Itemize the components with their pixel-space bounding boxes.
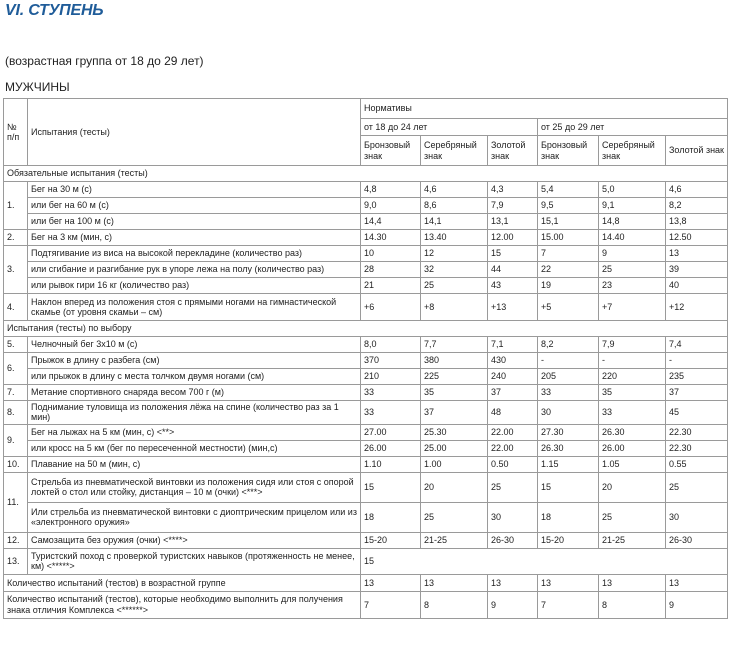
norm-value: 13,1 <box>488 214 538 230</box>
norm-value: +5 <box>538 294 599 321</box>
summary-value: 8 <box>421 591 488 618</box>
row-number: 8. <box>4 401 28 425</box>
norm-value: 25 <box>421 278 488 294</box>
norm-value: 15,1 <box>538 214 599 230</box>
norm-value: 26.30 <box>599 424 666 440</box>
norm-value: 33 <box>361 401 421 425</box>
table-row <box>4 262 728 278</box>
test-name: Бег на 3 км (мин, с) <box>28 230 361 246</box>
section-required-label: Обязательные испытания (тесты) <box>4 166 728 182</box>
norm-value: 26.00 <box>599 440 666 456</box>
table-row <box>4 230 728 246</box>
page-title: VI. СТУПЕНЬ <box>5 2 104 19</box>
norm-value: 19 <box>538 278 599 294</box>
norm-value: 0.55 <box>666 456 728 472</box>
table-row <box>4 502 728 532</box>
section-optional-label: Испытания (тесты) по выбору <box>4 321 728 337</box>
norm-value: 22.30 <box>666 424 728 440</box>
row-number: 3. <box>4 246 28 294</box>
norm-value: 35 <box>599 385 666 401</box>
norm-value: 9,1 <box>599 198 666 214</box>
test-name: Самозащита без оружия (очки) <****> <box>28 532 361 548</box>
table-row <box>4 548 728 574</box>
norm-value: 9,5 <box>538 198 599 214</box>
row-number: 2. <box>4 230 28 246</box>
norm-value: 33 <box>599 401 666 425</box>
norm-value: +7 <box>599 294 666 321</box>
norm-value: 26-30 <box>666 532 728 548</box>
norm-value: 7,9 <box>599 337 666 353</box>
table-row <box>4 182 728 198</box>
norm-value: 39 <box>666 262 728 278</box>
test-name: Туристский поход с проверкой туристских навыков (протяженность не менее, км) <*****> <box>28 548 361 574</box>
test-name: или бег на 60 м (с) <box>28 198 361 214</box>
norm-value: 37 <box>666 385 728 401</box>
table-row <box>4 278 728 294</box>
row-number: 13. <box>4 548 28 574</box>
norm-value: 240 <box>488 369 538 385</box>
test-name: Метание спортивного снаряда весом 700 г (м) <box>28 385 361 401</box>
test-name: Бег на лыжах на 5 км (мин, с) <**> <box>28 424 361 440</box>
norm-value: 14,1 <box>421 214 488 230</box>
norm-value: 25.30 <box>421 424 488 440</box>
norm-value: 22 <box>538 262 599 278</box>
norm-value: 25 <box>421 502 488 532</box>
norms-table <box>3 98 728 619</box>
table-row <box>4 353 728 369</box>
norm-value: 15 <box>488 246 538 262</box>
row-number: 7. <box>4 385 28 401</box>
header-badge: Бронзовый знак <box>538 136 599 166</box>
norm-value: 1.15 <box>538 456 599 472</box>
norm-value: 15 <box>361 472 421 502</box>
norm-value: 37 <box>421 401 488 425</box>
norm-value: 22.00 <box>488 440 538 456</box>
gender-label: МУЖЧИНЫ <box>5 80 70 94</box>
norm-value: 7,7 <box>421 337 488 353</box>
norm-value: 370 <box>361 353 421 369</box>
norm-value: 12.50 <box>666 230 728 246</box>
header-number: № п/п <box>4 99 28 166</box>
norm-value: 430 <box>488 353 538 369</box>
test-name: Подтягивание из виса на высокой перекладине (количество раз) <box>28 246 361 262</box>
table-row <box>4 532 728 548</box>
test-name: или бег на 100 м (с) <box>28 214 361 230</box>
row-number: 12. <box>4 532 28 548</box>
section-optional <box>4 321 728 337</box>
norm-value: 1.10 <box>361 456 421 472</box>
norm-value: - <box>538 353 599 369</box>
norm-value: 13,8 <box>666 214 728 230</box>
norm-value: 8,2 <box>538 337 599 353</box>
header-badge: Бронзовый знак <box>361 136 421 166</box>
table-row <box>4 385 728 401</box>
norm-value: 26.00 <box>361 440 421 456</box>
norm-value: 25.00 <box>421 440 488 456</box>
test-name: или сгибание и разгибание рук в упоре лежа на полу (количество раз) <box>28 262 361 278</box>
norm-value: 0.50 <box>488 456 538 472</box>
norm-value: 205 <box>538 369 599 385</box>
header-badge: Золотой знак <box>488 136 538 166</box>
test-name: Или стрельба из пневматической винтовки с диоптрическим прицелом или из «электронного оружия» <box>28 502 361 532</box>
norm-value: 14.40 <box>599 230 666 246</box>
norm-value: 9 <box>599 246 666 262</box>
norm-value: 210 <box>361 369 421 385</box>
summary-value: 7 <box>538 591 599 618</box>
norm-value: 43 <box>488 278 538 294</box>
norm-value: 4,6 <box>421 182 488 198</box>
norm-value: 14.30 <box>361 230 421 246</box>
norm-value: 7 <box>538 246 599 262</box>
norm-value: 23 <box>599 278 666 294</box>
test-name: или рывок гири 16 кг (количество раз) <box>28 278 361 294</box>
norm-value: 21-25 <box>599 532 666 548</box>
row-number: 4. <box>4 294 28 321</box>
row-number: 10. <box>4 456 28 472</box>
norm-value: 30 <box>666 502 728 532</box>
norm-value: +6 <box>361 294 421 321</box>
table-row <box>4 424 728 440</box>
norm-value: 9,0 <box>361 198 421 214</box>
summary-value: 8 <box>599 591 666 618</box>
row-number: 5. <box>4 337 28 353</box>
header-tests: Испытания (тесты) <box>28 99 361 166</box>
norm-value: 15-20 <box>361 532 421 548</box>
norm-value: +8 <box>421 294 488 321</box>
table-row <box>4 369 728 385</box>
norm-value: 25 <box>488 472 538 502</box>
header-badge: Серебряный знак <box>599 136 666 166</box>
row-number: 1. <box>4 182 28 230</box>
norm-value: 25 <box>599 262 666 278</box>
norm-value: 7,9 <box>488 198 538 214</box>
norm-value: 20 <box>599 472 666 502</box>
norm-value: 48 <box>488 401 538 425</box>
norms-table-body <box>4 99 728 619</box>
norm-value: 15-20 <box>538 532 599 548</box>
norm-value: 15 <box>538 472 599 502</box>
test-name: Челночный бег 3х10 м (с) <box>28 337 361 353</box>
norm-value: 27.30 <box>538 424 599 440</box>
norm-value: 14,4 <box>361 214 421 230</box>
summary-value: 13 <box>599 574 666 591</box>
table-row <box>4 440 728 456</box>
test-name: Стрельба из пневматической винтовки из положения сидя или стоя с опорой локтей о стол или стойку, дистанция – 10 м (очки) <***> <box>28 472 361 502</box>
norm-value: 26.30 <box>538 440 599 456</box>
norm-value: 14,8 <box>599 214 666 230</box>
norm-value: 220 <box>599 369 666 385</box>
summary-row <box>4 574 728 591</box>
table-row <box>4 214 728 230</box>
row-number: 11. <box>4 472 28 532</box>
norm-value: 18 <box>538 502 599 532</box>
norm-value: - <box>599 353 666 369</box>
table-row <box>4 337 728 353</box>
norm-value: 380 <box>421 353 488 369</box>
summary-value: 13 <box>538 574 599 591</box>
norm-value: 8,0 <box>361 337 421 353</box>
norm-value: 21-25 <box>421 532 488 548</box>
norm-value: 4,8 <box>361 182 421 198</box>
norm-value: 22.00 <box>488 424 538 440</box>
summary-value: 13 <box>361 574 421 591</box>
norm-value: 27.00 <box>361 424 421 440</box>
summary-row <box>4 591 728 618</box>
norm-value: +12 <box>666 294 728 321</box>
norm-value: 15 <box>361 548 728 574</box>
test-name: или кросс на 5 км (бег по пересеченной местности) (мин,с) <box>28 440 361 456</box>
norm-value: 35 <box>421 385 488 401</box>
test-name: Бег на 30 м (с) <box>28 182 361 198</box>
norm-value: 22.30 <box>666 440 728 456</box>
norm-value: 7,4 <box>666 337 728 353</box>
norm-value: 30 <box>538 401 599 425</box>
norm-value: 44 <box>488 262 538 278</box>
norm-value: 13 <box>666 246 728 262</box>
norm-value: 25 <box>666 472 728 502</box>
test-name: или прыжок в длину с места толчком двумя ногами (см) <box>28 369 361 385</box>
norm-value: 12 <box>421 246 488 262</box>
norm-value: 235 <box>666 369 728 385</box>
table-row <box>4 198 728 214</box>
header-norms: Нормативы <box>361 99 728 119</box>
summary-value: 13 <box>666 574 728 591</box>
norm-value: 5,4 <box>538 182 599 198</box>
norm-value: - <box>666 353 728 369</box>
table-row <box>4 472 728 502</box>
table-row <box>4 294 728 321</box>
summary-value: 9 <box>488 591 538 618</box>
norm-value: 33 <box>361 385 421 401</box>
norm-value: 33 <box>538 385 599 401</box>
summary-value: 9 <box>666 591 728 618</box>
norm-value: 13.40 <box>421 230 488 246</box>
norm-value: 1.00 <box>421 456 488 472</box>
norm-value: 4,6 <box>666 182 728 198</box>
norm-value: 28 <box>361 262 421 278</box>
norm-value: 40 <box>666 278 728 294</box>
section-required <box>4 166 728 182</box>
norm-value: +13 <box>488 294 538 321</box>
norm-value: 32 <box>421 262 488 278</box>
test-name: Прыжок в длину с разбега (см) <box>28 353 361 369</box>
norm-value: 12.00 <box>488 230 538 246</box>
table-row <box>4 246 728 262</box>
norm-value: 10 <box>361 246 421 262</box>
row-number: 9. <box>4 424 28 456</box>
norm-value: 37 <box>488 385 538 401</box>
norm-value: 8,2 <box>666 198 728 214</box>
norm-value: 5,0 <box>599 182 666 198</box>
header-badge: Серебряный знак <box>421 136 488 166</box>
norm-value: 26-30 <box>488 532 538 548</box>
norm-value: 8,6 <box>421 198 488 214</box>
norm-value: 25 <box>599 502 666 532</box>
age-group-subtitle: (возрастная группа от 18 до 29 лет) <box>5 54 204 68</box>
norm-value: 21 <box>361 278 421 294</box>
test-name: Наклон вперед из положения стоя с прямыми ногами на гимнастической скамье (от уровня скамьи – см) <box>28 294 361 321</box>
summary-value: 7 <box>361 591 421 618</box>
norm-value: 45 <box>666 401 728 425</box>
summary-value: 13 <box>421 574 488 591</box>
summary-label: Количество испытаний (тестов) в возрастной группе <box>4 574 361 591</box>
norm-value: 20 <box>421 472 488 502</box>
norm-value: 225 <box>421 369 488 385</box>
norm-value: 4,3 <box>488 182 538 198</box>
summary-label: Количество испытаний (тестов), которые необходимо выполнить для получения знака отличия Комплекса <******> <box>4 591 361 618</box>
summary-value: 13 <box>488 574 538 591</box>
norm-value: 15.00 <box>538 230 599 246</box>
header-age-group: от 18 до 24 лет <box>361 119 538 136</box>
norm-value: 30 <box>488 502 538 532</box>
row-number: 6. <box>4 353 28 385</box>
table-row <box>4 456 728 472</box>
test-name: Плавание на 50 м (мин, с) <box>28 456 361 472</box>
norm-value: 18 <box>361 502 421 532</box>
norm-value: 7,1 <box>488 337 538 353</box>
norm-value: 1.05 <box>599 456 666 472</box>
header-age-group: от 25 до 29 лет <box>538 119 728 136</box>
header-badge: Золотой знак <box>666 136 728 166</box>
test-name: Поднимание туловища из положения лёжа на спине (количество раз за 1 мин) <box>28 401 361 425</box>
table-row <box>4 401 728 425</box>
